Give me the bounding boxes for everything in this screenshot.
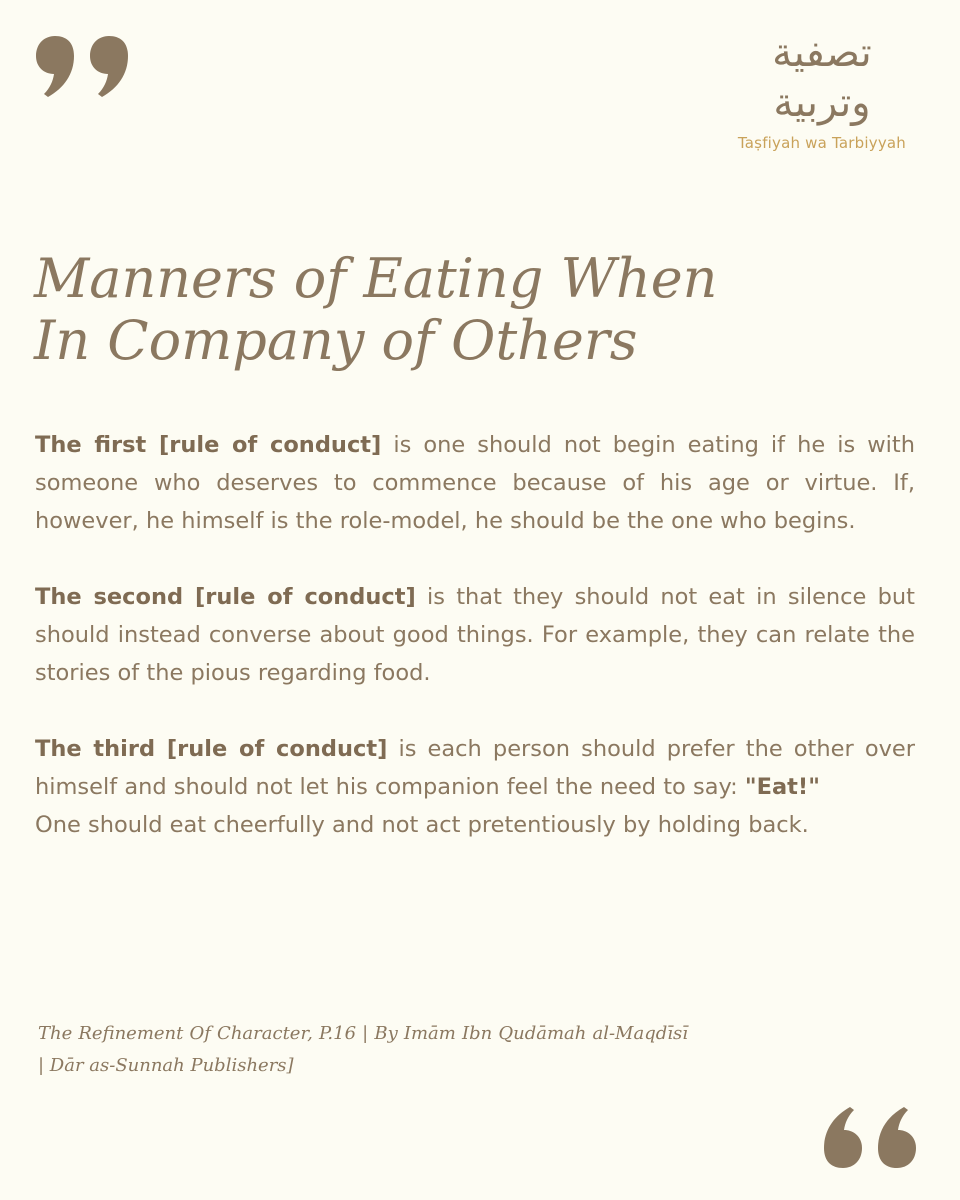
paragraph-lead: The first [rule of conduct] — [35, 432, 382, 458]
brand-arabic-line2: وتربية — [773, 80, 871, 126]
open-quote-icon — [36, 34, 130, 98]
brand-english-name: Taṣfiyah wa Tarbiyyah — [737, 134, 906, 152]
title-line2: In Company of Others — [34, 309, 638, 372]
title-line1: Manners of Eating When — [34, 247, 718, 310]
paragraph-lead: The third [rule of conduct] — [35, 736, 388, 762]
page-title — [34, 248, 894, 372]
paragraph-lead: The second [rule of conduct] — [35, 584, 416, 610]
close-quote-icon — [822, 1106, 916, 1170]
body-text — [35, 426, 915, 882]
paragraph-third-rule — [35, 730, 915, 844]
paragraph-text: is each person should prefer the other over himself and should not let his companion feel the need to say: — [35, 736, 916, 800]
paragraph-second-rule — [35, 578, 915, 692]
source-citation: The Refinement Of Character, P.16 | By Imām Ibn Qudāmah al-Maqdīsī | Dār as-Sunnah Publishers] — [38, 1023, 688, 1076]
paragraph-first-rule — [35, 426, 915, 540]
brand-logo — [738, 28, 906, 152]
paragraph-text: is that they should not eat in silence but should instead converse about good things. For example, they can relate the stories of the pious regarding food. — [35, 584, 915, 686]
paragraph-emphasis: "Eat!" — [744, 774, 820, 800]
brand-arabic-line1: تصفية — [772, 30, 872, 76]
paragraph-text: is one should not begin eating if he is with someone who deserves to commence because of his age or virtue. If, however, he himself is the role-model, he should be the one who begins. — [35, 432, 916, 534]
paragraph-tail: One should eat cheerfully and not act pretentiously by holding back. — [35, 812, 809, 838]
